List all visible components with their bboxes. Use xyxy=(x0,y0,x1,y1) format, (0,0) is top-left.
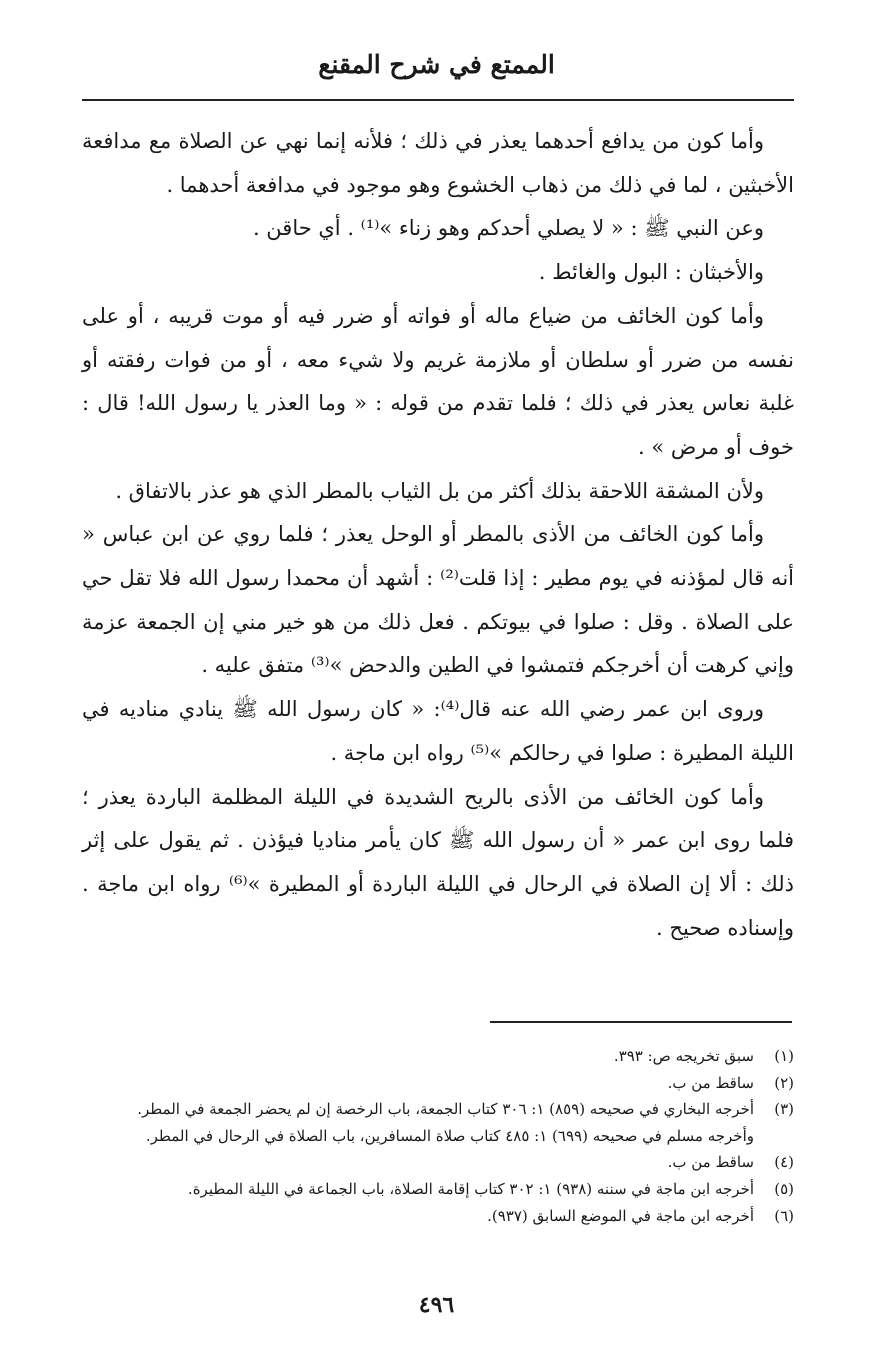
header-divider xyxy=(82,99,794,101)
footnote-text: ساقط من ب. xyxy=(667,1153,754,1172)
paragraph-1: وأما كون من يدافع أحدهما يعذر في ذلك ؛ فلأنه إنما نهي عن الصلاة مع مدافعة الأخبثين ، لما في ذلك من ذهاب الخشوع وهو موجود في مدافعة أحدهما . xyxy=(82,129,794,197)
main-text xyxy=(82,120,794,950)
footnote-number: (٦) xyxy=(774,1206,794,1225)
footnote-number: (٢) xyxy=(774,1073,794,1092)
footnote-text: أخرجه البخاري في صحيحه (٨٥٩) ١: ٣٠٦ كتاب الجمعة، باب الرخصة إن لم يحضر الجمعة في المطر. xyxy=(137,1100,754,1119)
footnote-number: (١) xyxy=(774,1047,794,1065)
footnote-text: سبق تخريجه ص: ٣٩٣. xyxy=(613,1047,754,1065)
paragraph-8: وأما كون الخائف من الأذى بالريح الشديدة في الليلة المظلمة الباردة يعذر ؛ فلما روى ابن عمر « أن رسول الله ﷺ كان يأمر مناديا فيؤذن . ثم يقول على إثر ذلك : ألا إن الصلاة في الرحال في الليلة الباردة أو المطيرة »⁽⁶⁾ رواه ابن ماجة . وإسناده صحيح . xyxy=(82,784,794,940)
footnote-4 xyxy=(82,1149,794,1176)
footnote-text: أخرجه ابن ماجة في سننه (٩٣٨) ١: ٣٠٢ كتاب إقامة الصلاة، باب الجماعة في الليلة المطيرة. xyxy=(187,1179,754,1198)
footnote-5 xyxy=(82,1176,794,1203)
paragraph-5: ولأن المشقة اللاحقة بذلك أكثر من بل الثياب بالمطر الذي هو عذر بالاتفاق . xyxy=(115,478,764,503)
footnote-3 xyxy=(82,1096,794,1123)
footnote-number: (٣) xyxy=(774,1100,794,1119)
page-number: ٤٩٦ xyxy=(418,1292,455,1318)
footnote-text: ساقط من ب. xyxy=(667,1073,754,1092)
paragraph-7: وروى ابن عمر رضي الله عنه قال⁽⁴⁾: « كان رسول الله ﷺ ينادي مناديه في الليلة المطيرة : صلوا في رحالكم »⁽⁵⁾ رواه ابن ماجة . xyxy=(82,697,794,765)
footnote-3-continuation: وأخرجه مسلم في صحيحه (٦٩٩) ١: ٤٨٥ كتاب صلاة المسافرين، باب الصلاة في الرحال في المطر. xyxy=(145,1126,754,1145)
footnote-number: (٥) xyxy=(774,1179,794,1198)
running-header-title: الممتع في شرح المقنع xyxy=(318,50,555,79)
footnote-2 xyxy=(82,1070,794,1097)
footnote-1 xyxy=(82,1043,794,1070)
footnote-6 xyxy=(82,1203,794,1230)
paragraph-6: وأما كون الخائف من الأذى بالمطر أو الوحل يعذر ؛ فلما روي عن ابن عباس « أنه قال لمؤذنه في يوم مطير : إذا قلت⁽²⁾ : أشهد أن محمدا رسول الله فلا تقل حي على الصلاة . وقل : صلوا في بيوتكم . فعل ذلك من هو خير مني إن الجمعة عزمة وإني كرهت أن أخرجكم فتمشوا في الطين والدحض »⁽³⁾ متفق عليه . xyxy=(82,522,794,678)
footnote-text: أخرجه ابن ماجة في الموضع السابق (٩٣٧). xyxy=(487,1206,754,1225)
footnotes xyxy=(82,1043,794,1229)
footnote-divider xyxy=(490,1021,792,1023)
paragraph-3: والأخبثان : البول والغائط . xyxy=(538,260,764,285)
footnote-number: (٤) xyxy=(774,1153,794,1172)
paragraph-2: وعن النبي ﷺ : « لا يصلي أحدكم وهو زناء »⁽¹⁾ . أي حاقن . xyxy=(252,216,764,241)
paragraph-4: وأما كون الخائف من ضياع ماله أو فواته أو ضرر فيه أو موت قريبه ، أو على نفسه من ضرر أو سلطان أو ملازمة غريم ولا شيء معه ، أو من فوات رفقته أو غلبة نعاس يعذر في ذلك ؛ فلما تقدم من قوله : « وما العذر يا رسول الله! قال : خوف أو مرض » . xyxy=(82,303,794,459)
